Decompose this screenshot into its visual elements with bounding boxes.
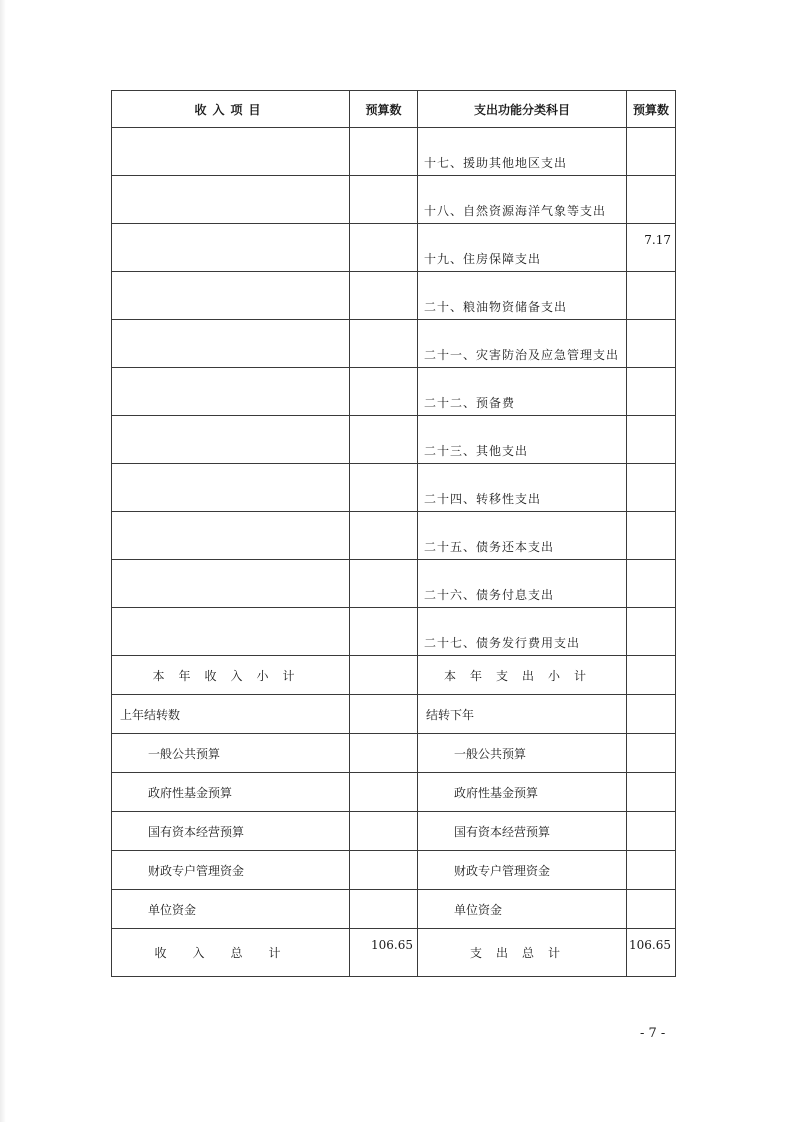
- table-row: [112, 416, 676, 464]
- expense-value-cell: 7.17: [627, 224, 676, 272]
- income-value-cell: [350, 512, 418, 560]
- table-row: [112, 512, 676, 560]
- income-carry-value: [350, 695, 418, 734]
- expense-carry-label: 结转下年: [418, 695, 627, 734]
- expense-value-cell: [627, 368, 676, 416]
- income-budget-header: 预算数: [350, 91, 418, 128]
- table-row: [112, 224, 676, 272]
- income-cell: [112, 560, 350, 608]
- income-cell: [112, 176, 350, 224]
- income-value-cell: [350, 416, 418, 464]
- table-row: [112, 464, 676, 512]
- income-value-cell: [350, 560, 418, 608]
- income-cell: [112, 416, 350, 464]
- income-carry-item-value: [350, 890, 418, 929]
- table-row: [112, 128, 676, 176]
- income-total-label: 收入总计: [112, 929, 350, 977]
- income-cell: [112, 128, 350, 176]
- income-value-cell: [350, 272, 418, 320]
- income-cell: [112, 512, 350, 560]
- expense-carry-item-value: [627, 812, 676, 851]
- expense-carry-item: 一般公共预算: [418, 734, 627, 773]
- expense-value-cell: [627, 464, 676, 512]
- table-header-row: [112, 91, 676, 128]
- income-value-cell: [350, 176, 418, 224]
- income-subtotal-value: [350, 656, 418, 695]
- table-row: [112, 773, 676, 812]
- expense-carry-item: 政府性基金预算: [418, 773, 627, 812]
- income-value-cell: [350, 320, 418, 368]
- expense-item-cell: 二十二、预备费: [418, 368, 627, 416]
- expense-item-cell: 十九、住房保障支出: [418, 224, 627, 272]
- income-value-cell: [350, 224, 418, 272]
- total-row: [112, 929, 676, 977]
- table-row: [112, 608, 676, 656]
- expense-value-cell: [627, 560, 676, 608]
- income-total-value: 106.65: [350, 929, 418, 977]
- carry-row: [112, 695, 676, 734]
- expense-item-cell: 十七、援助其他地区支出: [418, 128, 627, 176]
- table-row: [112, 368, 676, 416]
- expense-carry-item-value: [627, 851, 676, 890]
- table-row: [112, 176, 676, 224]
- expense-item-cell: 二十一、灾害防治及应急管理支出: [418, 320, 627, 368]
- expense-value-cell: [627, 608, 676, 656]
- expense-item-cell: 十八、自然资源海洋气象等支出: [418, 176, 627, 224]
- income-cell: [112, 320, 350, 368]
- table-row: [112, 560, 676, 608]
- expense-item-cell: 二十六、债务付息支出: [418, 560, 627, 608]
- expense-item-header: 支出功能分类科目: [418, 91, 627, 128]
- income-item-header: 收入项目: [112, 91, 350, 128]
- income-carry-item-value: [350, 851, 418, 890]
- income-carry-item-value: [350, 773, 418, 812]
- expense-item-cell: 二十四、转移性支出: [418, 464, 627, 512]
- income-cell: [112, 224, 350, 272]
- subtotal-row: [112, 656, 676, 695]
- income-value-cell: [350, 608, 418, 656]
- income-subtotal-label: 本年收入小计: [112, 656, 350, 695]
- income-cell: [112, 368, 350, 416]
- income-cell: [112, 608, 350, 656]
- expense-carry-item: 单位资金: [418, 890, 627, 929]
- expense-total-label: 支出总计: [418, 929, 627, 977]
- expense-item-cell: 二十五、债务还本支出: [418, 512, 627, 560]
- income-carry-item: 国有资本经营预算: [112, 812, 350, 851]
- scan-edge: [0, 0, 6, 1122]
- expense-total-value: 106.65: [627, 929, 676, 977]
- income-value-cell: [350, 464, 418, 512]
- expense-item-cell: 二十七、债务发行费用支出: [418, 608, 627, 656]
- table-row: [112, 851, 676, 890]
- expense-item-cell: 二十三、其他支出: [418, 416, 627, 464]
- expense-carry-item-value: [627, 890, 676, 929]
- expense-value-cell: [627, 320, 676, 368]
- income-carry-item: 财政专户管理资金: [112, 851, 350, 890]
- table-row: [112, 320, 676, 368]
- budget-table: [111, 90, 676, 977]
- income-carry-item-value: [350, 812, 418, 851]
- table-row: [112, 812, 676, 851]
- income-cell: [112, 272, 350, 320]
- page-number: - 7 -: [640, 1026, 666, 1041]
- expense-budget-header: 预算数: [627, 91, 676, 128]
- expense-subtotal-value: [627, 656, 676, 695]
- expense-subtotal-label: 本年支出小计: [418, 656, 627, 695]
- table-row: [112, 890, 676, 929]
- expense-value-cell: [627, 272, 676, 320]
- expense-carry-item: 国有资本经营预算: [418, 812, 627, 851]
- income-value-cell: [350, 368, 418, 416]
- expense-carry-item-value: [627, 734, 676, 773]
- income-carry-item-value: [350, 734, 418, 773]
- expense-carry-item-value: [627, 773, 676, 812]
- income-carry-item: 一般公共预算: [112, 734, 350, 773]
- income-value-cell: [350, 128, 418, 176]
- expense-item-cell: 二十、粮油物资储备支出: [418, 272, 627, 320]
- income-carry-item: 单位资金: [112, 890, 350, 929]
- table-row: [112, 272, 676, 320]
- expense-value-cell: [627, 416, 676, 464]
- income-carry-item: 政府性基金预算: [112, 773, 350, 812]
- income-cell: [112, 464, 350, 512]
- expense-value-cell: [627, 128, 676, 176]
- table-row: [112, 734, 676, 773]
- expense-carry-value: [627, 695, 676, 734]
- expense-value-cell: [627, 176, 676, 224]
- income-carry-label: 上年结转数: [112, 695, 350, 734]
- expense-carry-item: 财政专户管理资金: [418, 851, 627, 890]
- expense-value-cell: [627, 512, 676, 560]
